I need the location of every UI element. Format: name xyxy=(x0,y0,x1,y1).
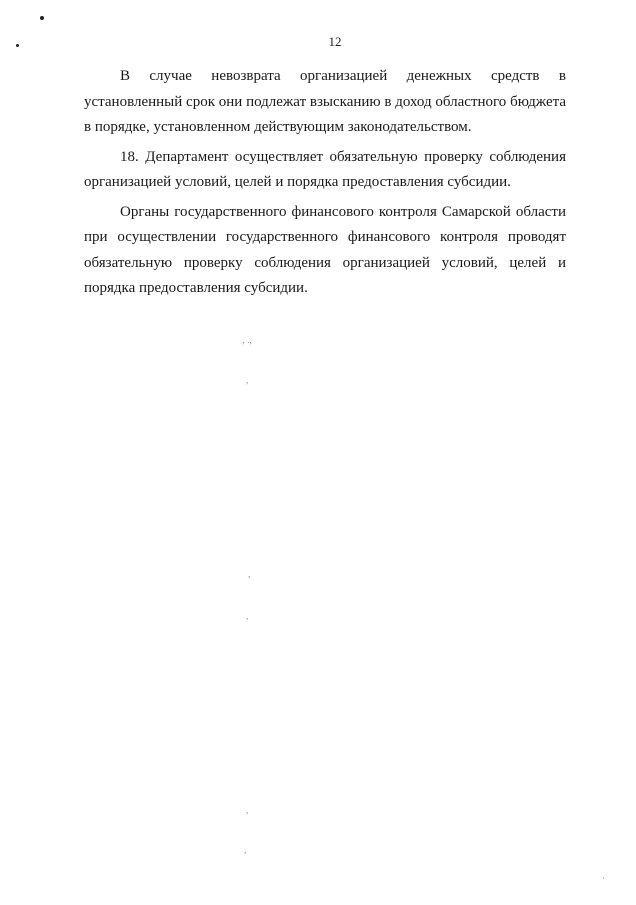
paragraph-department-check: 18. Департамент осуществляет обязательную проверку соблюдения организацией условий, целей и порядка предоставления субсидии. xyxy=(84,148,566,190)
scan-artifact: ‚ ., xyxy=(242,335,252,345)
scan-artifact: , xyxy=(244,845,247,855)
scan-artifact: , xyxy=(246,611,249,621)
scan-speck xyxy=(40,16,44,20)
document-body xyxy=(84,64,566,306)
scan-artifact: , xyxy=(248,569,251,579)
scan-artifact: · xyxy=(602,873,605,883)
paragraph-financial-control: Органы государственного финансового контроля Самарской области при осуществлении государственного финансового контроля проводят обязательную проверку соблюдения организацией условий, целей и порядка предоставления субсидии. xyxy=(84,203,566,296)
scan-artifact: , xyxy=(246,805,249,815)
scan-artifact: , xyxy=(246,375,249,385)
paragraph-refund: В случае невозврата организацией денежных средств в установленный срок они подлежат взысканию в доход областного бюджета в порядке, установленном действующим законодательством. xyxy=(84,68,566,135)
page-number: 12 xyxy=(328,34,342,49)
